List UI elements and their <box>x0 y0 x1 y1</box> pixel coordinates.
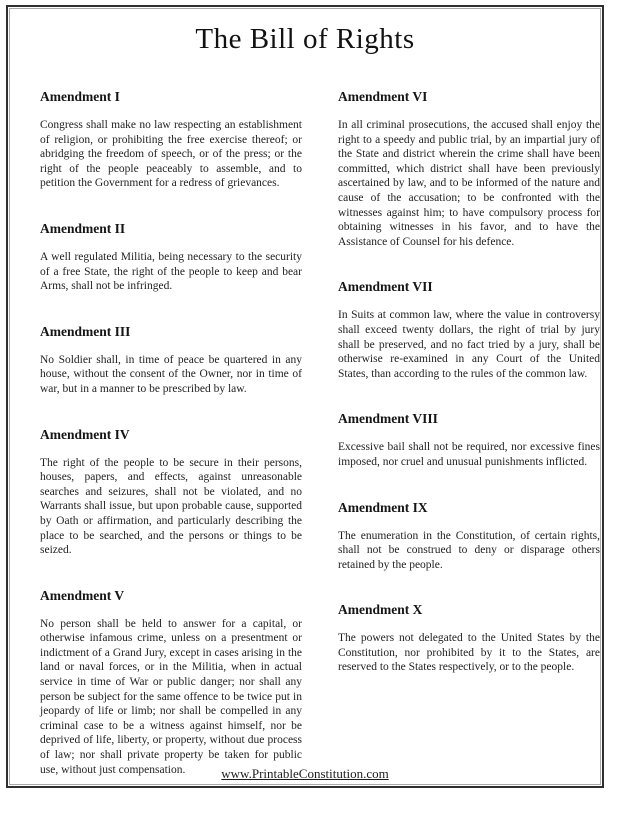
right-column <box>338 89 600 777</box>
amendment-4-heading: Amendment IV <box>40 426 130 442</box>
amendment-1-body: Congress shall make no law respecting an establishment of religion, or prohibiting the free exercise thereof; or abridging the freedom of speech, or of the press; or the right of the people peaceably to assemble, and to petition the Government for a redress of grievances. <box>40 119 302 190</box>
amendment-7-heading: Amendment VII <box>338 279 433 295</box>
amendment-section-3 <box>40 324 302 397</box>
footer <box>10 765 600 783</box>
amendment-section-6 <box>338 89 600 249</box>
amendment-2-heading: Amendment II <box>40 220 126 236</box>
amendment-2-body: A well regulated Militia, being necessary to the security of a free State, the right of the people to keep and bear Arms, shall not be infringed. <box>40 250 302 293</box>
amendment-8-heading: Amendment VIII <box>338 411 438 427</box>
left-column <box>40 89 302 777</box>
amendment-section-2 <box>40 221 302 294</box>
amendment-section-8 <box>338 411 600 469</box>
amendment-9-heading: Amendment IX <box>338 499 428 515</box>
amendment-3-heading: Amendment III <box>40 323 131 339</box>
amendment-10-heading: Amendment X <box>338 602 423 618</box>
amendment-6-heading: Amendment VI <box>338 89 428 104</box>
content-columns <box>40 89 600 777</box>
amendment-1-heading: Amendment I <box>40 89 120 104</box>
amendment-4-body: The right of the people to be secure in their persons, houses, papers, and effects, against unreasonable searches and seizures, shall not be violated, and no Warrants shall issue, but upon probable cause, supported by Oath or affirmation, and particularly describing the place to be searched, and the persons or things to be seized. <box>40 456 302 557</box>
amendment-section-7 <box>338 279 600 381</box>
amendment-6-body: In all criminal prosecutions, the accused shall enjoy the right to a speedy and public trial, by an impartial jury of the State and district wherein the crime shall have been committed, which district shall have been previously ascertained by law, and to be informed of the nature and cause of the accusation; to be confronted with the witnesses against him; to have compulsory process for obtaining witnesses in his favor, and to have the Assistance of Counsel for his defence. <box>338 119 600 248</box>
amendment-10-body: The powers not delegated to the United States by the Constitution, nor prohibited by it to the States, are reserved to the States respectively, or to the people. <box>338 632 600 674</box>
amendment-section-5 <box>40 588 302 778</box>
amendment-section-1 <box>40 89 302 191</box>
amendment-section-10 <box>338 602 600 675</box>
amendment-9-body: The enumeration in the Constitution, of certain rights, shall not be construed to deny or disparage others retained by the people. <box>338 529 600 571</box>
footer-url-link[interactable]: www.PrintableConstitution.com <box>221 766 389 781</box>
page-title: The Bill of Rights <box>195 23 415 55</box>
page-border <box>6 5 604 788</box>
amendment-section-4 <box>40 427 302 558</box>
amendment-8-body: Excessive bail shall not be required, nor excessive fines imposed, nor cruel and unusual punishments inflicted. <box>338 441 600 468</box>
amendment-5-heading: Amendment V <box>40 587 125 603</box>
page-inner-border <box>9 8 601 785</box>
amendment-3-body: No Soldier shall, in time of peace be quartered in any house, without the consent of the Owner, nor in time of war, but in a manner to be prescribed by law. <box>40 353 302 395</box>
amendment-section-9 <box>338 500 600 573</box>
amendment-7-body: In Suits at common law, where the value in controversy shall exceed twenty dollars, the right of trial by jury shall be preserved, and no fact tried by a jury, shall be otherwise re-examined in any Court of the United States, than according to the rules of the common law. <box>338 309 600 380</box>
amendment-5-body: No person shall be held to answer for a capital, or otherwise infamous crime, unless on a presentment or indictment of a Grand Jury, except in cases arising in the land or naval forces, or in the Militia, when in actual service in time of War or public danger; nor shall any person be subject for the same offence to be twice put in jeopardy of life or limb; nor shall be compelled in any criminal case to be a witness against himself, nor be deprived of life, liberty, or property, without due process of law; nor shall private property be taken for public use, without just compensation. <box>40 617 302 776</box>
